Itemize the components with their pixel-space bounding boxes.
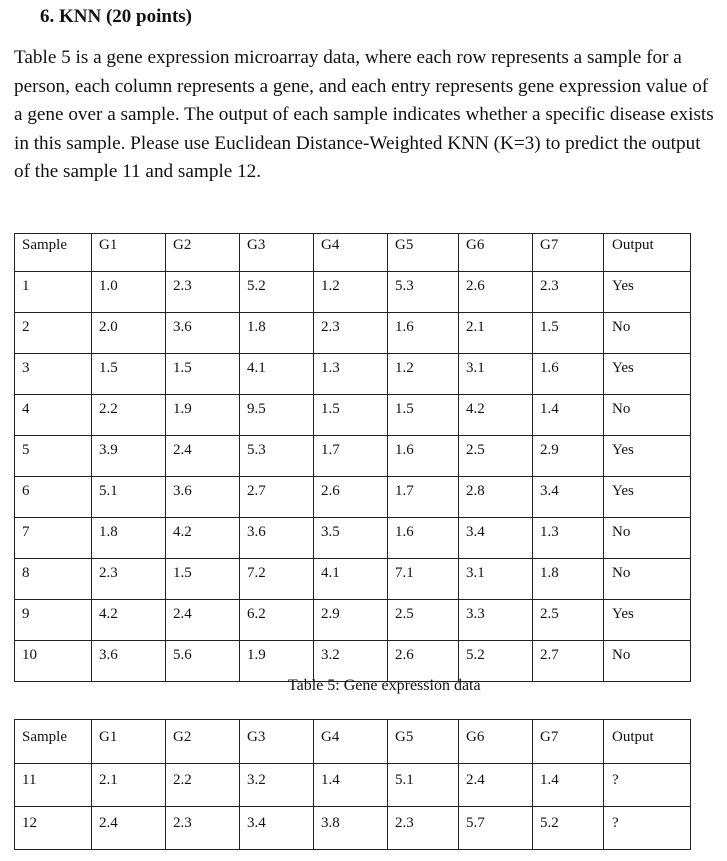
table-cell: 4.2 [459, 395, 533, 436]
table-cell: 1.5 [166, 559, 240, 600]
table-cell: 2.7 [240, 477, 314, 518]
table-cell: 3.2 [240, 764, 314, 807]
table-cell: 5.6 [166, 641, 240, 682]
table-cell: 3.8 [314, 807, 388, 850]
table-cell: 2.5 [533, 600, 604, 641]
table-row [15, 477, 691, 518]
column-header: G7 [533, 234, 604, 272]
table-row [15, 764, 691, 807]
table-row [15, 641, 691, 682]
table-cell: 5 [15, 436, 92, 477]
table-row [15, 600, 691, 641]
table-cell: 2.0 [92, 313, 166, 354]
table-cell: 1.6 [388, 518, 459, 559]
table-cell: 2.3 [92, 559, 166, 600]
table-cell: 2.4 [459, 764, 533, 807]
table-row [15, 313, 691, 354]
column-header: Output [604, 720, 691, 764]
table-cell: 5.1 [388, 764, 459, 807]
table-cell: 2.3 [166, 272, 240, 313]
table-cell: 2.6 [314, 477, 388, 518]
table-cell: Yes [604, 436, 691, 477]
table-cell: 5.2 [459, 641, 533, 682]
table-cell: 2.2 [166, 764, 240, 807]
table-cell: 2.4 [92, 807, 166, 850]
table-cell: 1.8 [92, 518, 166, 559]
table-cell: No [604, 559, 691, 600]
table-cell: 1.5 [314, 395, 388, 436]
table-cell: 3 [15, 354, 92, 395]
column-header: Sample [15, 720, 92, 764]
table-cell: 2.3 [388, 807, 459, 850]
table-cell: 4.2 [92, 600, 166, 641]
column-header: G7 [533, 720, 604, 764]
table-cell: 1.3 [533, 518, 604, 559]
column-header: Sample [15, 234, 92, 272]
table-cell: 1.2 [314, 272, 388, 313]
table-cell: 1.8 [533, 559, 604, 600]
table-cell: 1 [15, 272, 92, 313]
table-cell: 3.5 [314, 518, 388, 559]
table-cell: No [604, 395, 691, 436]
table-cell: 6.2 [240, 600, 314, 641]
table-row [15, 354, 691, 395]
column-header: G3 [240, 234, 314, 272]
table-cell: Yes [604, 477, 691, 518]
table-cell: 3.1 [459, 354, 533, 395]
table-cell: No [604, 641, 691, 682]
table-cell: 4.1 [240, 354, 314, 395]
table-cell: 2 [15, 313, 92, 354]
table-cell: 3.9 [92, 436, 166, 477]
table-cell: 3.6 [240, 518, 314, 559]
table-cell: Yes [604, 354, 691, 395]
table-cell: 3.1 [459, 559, 533, 600]
table-cell: ? [604, 764, 691, 807]
table-cell: 4.1 [314, 559, 388, 600]
table-cell: No [604, 313, 691, 354]
table-row [15, 436, 691, 477]
table-cell: 1.0 [92, 272, 166, 313]
column-header: G3 [240, 720, 314, 764]
column-header: G5 [388, 720, 459, 764]
table-cell: 5.7 [459, 807, 533, 850]
table-cell: 2.4 [166, 600, 240, 641]
table-cell: 3.2 [314, 641, 388, 682]
table-cell: 1.5 [166, 354, 240, 395]
table-cell: Yes [604, 600, 691, 641]
table-cell: 10 [15, 641, 92, 682]
table-cell: 2.6 [459, 272, 533, 313]
table-cell: 3.4 [459, 518, 533, 559]
table-caption: Table 5: Gene expression data [288, 677, 481, 694]
table-cell: 5.3 [388, 272, 459, 313]
question-title: 6. KNN (20 points) [40, 6, 193, 27]
table-cell: 2.3 [314, 313, 388, 354]
table-cell: 1.4 [533, 395, 604, 436]
table-cell: 3.4 [240, 807, 314, 850]
column-header: G2 [166, 720, 240, 764]
table-cell: 2.1 [459, 313, 533, 354]
table-cell: 1.5 [92, 354, 166, 395]
table-cell: 3.6 [92, 641, 166, 682]
table-cell: 1.7 [314, 436, 388, 477]
column-header: G6 [459, 720, 533, 764]
table-cell: 4.2 [166, 518, 240, 559]
table-row [15, 518, 691, 559]
question-text: Table 5 is a gene expression microarray data, where each row represents a sample for a person, each column represents a gene, and each entry represents gene expression value of a gene over a sample. The output of each sample indicates whether a specific disease exists in this sample. Please use Euclidean Distance-Weighted KNN (K=3) to predict the output of the sample 11 and sample 12. [14, 47, 714, 182]
table-cell: No [604, 518, 691, 559]
table-cell: 2.7 [533, 641, 604, 682]
table-cell: ? [604, 807, 691, 850]
column-header: G5 [388, 234, 459, 272]
table-cell: 4 [15, 395, 92, 436]
table-cell: 1.7 [388, 477, 459, 518]
table-cell: 1.4 [314, 764, 388, 807]
table-cell: 12 [15, 807, 92, 850]
table-cell: 8 [15, 559, 92, 600]
table-cell: 2.9 [314, 600, 388, 641]
column-header: G1 [92, 720, 166, 764]
table-cell: 2.3 [533, 272, 604, 313]
table-cell: 5.2 [533, 807, 604, 850]
column-header: G1 [92, 234, 166, 272]
table-cell: 5.1 [92, 477, 166, 518]
table-cell: 1.2 [388, 354, 459, 395]
table-cell: 1.5 [533, 313, 604, 354]
table-cell: 1.5 [388, 395, 459, 436]
table-cell: 1.6 [533, 354, 604, 395]
table-cell: 5.2 [240, 272, 314, 313]
table-cell: 3.6 [166, 313, 240, 354]
table-cell: Yes [604, 272, 691, 313]
table-cell: 1.4 [533, 764, 604, 807]
table-cell: 3.3 [459, 600, 533, 641]
table-cell: 1.3 [314, 354, 388, 395]
table-cell: 1.9 [166, 395, 240, 436]
table-cell: 7 [15, 518, 92, 559]
column-header: Output [604, 234, 691, 272]
table-cell: 2.3 [166, 807, 240, 850]
table-cell: 9 [15, 600, 92, 641]
table-cell: 11 [15, 764, 92, 807]
table-cell: 1.8 [240, 313, 314, 354]
column-header: G6 [459, 234, 533, 272]
gene-expression-table [14, 233, 691, 682]
table-cell: 3.4 [533, 477, 604, 518]
header-row [15, 234, 691, 272]
column-header: G2 [166, 234, 240, 272]
table-row [15, 807, 691, 850]
query-samples-table [14, 719, 691, 850]
table-cell: 3.6 [166, 477, 240, 518]
table-row [15, 559, 691, 600]
table-cell: 2.9 [533, 436, 604, 477]
table-cell: 2.1 [92, 764, 166, 807]
table-cell: 1.6 [388, 436, 459, 477]
table-cell: 2.5 [388, 600, 459, 641]
table-cell: 2.6 [388, 641, 459, 682]
column-header: G4 [314, 234, 388, 272]
table-cell: 1.6 [388, 313, 459, 354]
table-cell: 1.9 [240, 641, 314, 682]
table-row [15, 395, 691, 436]
table-cell: 6 [15, 477, 92, 518]
table-cell: 5.3 [240, 436, 314, 477]
table-cell: 2.4 [166, 436, 240, 477]
table-cell: 7.1 [388, 559, 459, 600]
table-cell: 9.5 [240, 395, 314, 436]
table-cell: 7.2 [240, 559, 314, 600]
table-row [15, 272, 691, 313]
header-row [15, 720, 691, 764]
column-header: G4 [314, 720, 388, 764]
table-cell: 2.5 [459, 436, 533, 477]
table-cell: 2.8 [459, 477, 533, 518]
table-cell: 2.2 [92, 395, 166, 436]
